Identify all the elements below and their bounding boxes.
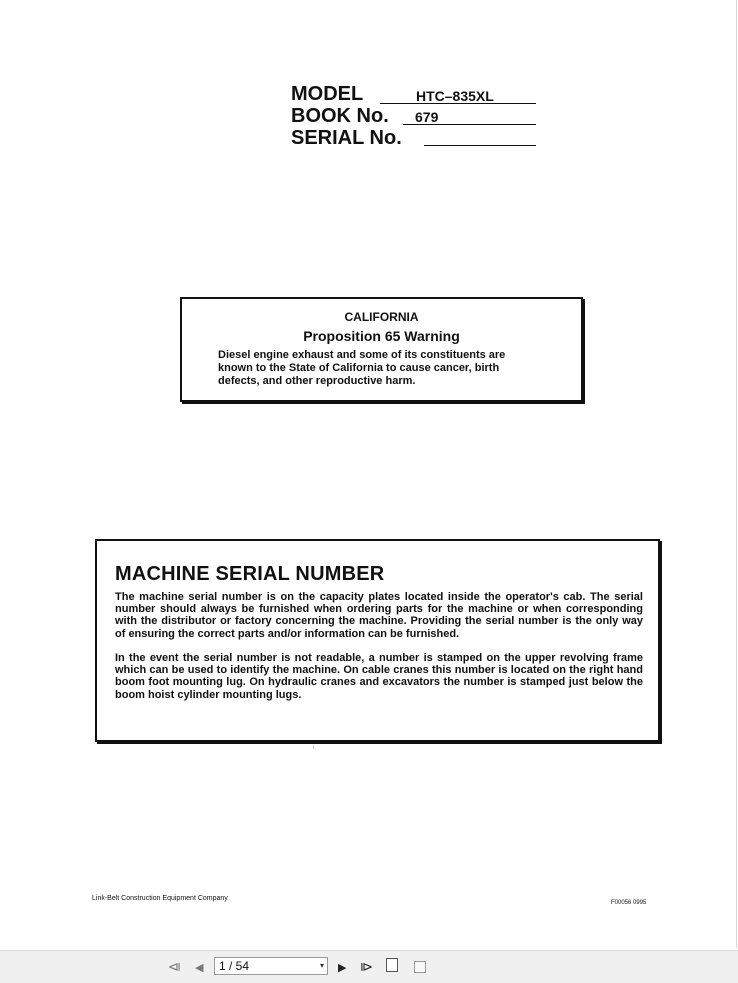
page-number-input[interactable]	[214, 957, 328, 975]
model-value: HTC–835XL	[416, 88, 494, 104]
chevron-down-icon[interactable]: ▾	[319, 961, 324, 970]
last-page-icon[interactable]: ⧐	[360, 959, 373, 974]
book-value: 679	[415, 109, 439, 125]
serial-box-title: MACHINE SERIAL NUMBER	[115, 563, 385, 585]
model-label: MODEL	[291, 83, 364, 105]
prop65-warning-box	[180, 297, 583, 402]
single-page-view-icon[interactable]	[386, 958, 398, 972]
serial-box-paragraph-1: The machine serial number is on the capacity plates located inside the operator's cab. The serial number should always be furnished when ordering parts for the machine or when corresponding with the distributor or factory concerning the machine. Providing the serial number is the only way of ensuring the correct parts and/or information can be furnished.	[115, 591, 643, 640]
serial-label: SERIAL No.	[291, 127, 402, 149]
book-row	[291, 105, 389, 127]
serial-underline	[424, 145, 536, 146]
footer-company: Link-Belt Construction Equipment Company	[92, 895, 228, 902]
viewer-toolbar	[0, 950, 738, 983]
first-page-icon[interactable]: ⧏	[168, 959, 181, 974]
next-page-icon[interactable]: ▶	[338, 962, 347, 974]
warning-text: Diesel engine exhaust and some of its constituents are known to the State of California to cause cancer, birth defects, and other reproductive harm.	[218, 349, 506, 387]
scan-mark	[313, 746, 314, 749]
page-indicator: 1 / 54	[219, 959, 250, 973]
model-row	[291, 83, 363, 105]
previous-page-icon[interactable]: ◀	[195, 962, 204, 974]
warning-title: CALIFORNIA	[344, 310, 419, 324]
serial-row	[291, 127, 402, 149]
book-label: BOOK No.	[291, 105, 389, 127]
two-page-view-icon[interactable]	[414, 961, 426, 973]
footer-code: F00056 0995	[611, 900, 647, 906]
machine-serial-number-box	[95, 539, 660, 742]
warning-subtitle: Proposition 65 Warning	[303, 328, 460, 344]
serial-box-paragraph-2: In the event the serial number is not readable, a number is stamped on the upper revolving frame which can be used to identify the machine. On cable cranes this number is located on the right hand boom foot mounting lug. On hydraulic cranes and excavators the number is stamped just below the boom hoist cylinder mounting lugs.	[115, 652, 643, 701]
